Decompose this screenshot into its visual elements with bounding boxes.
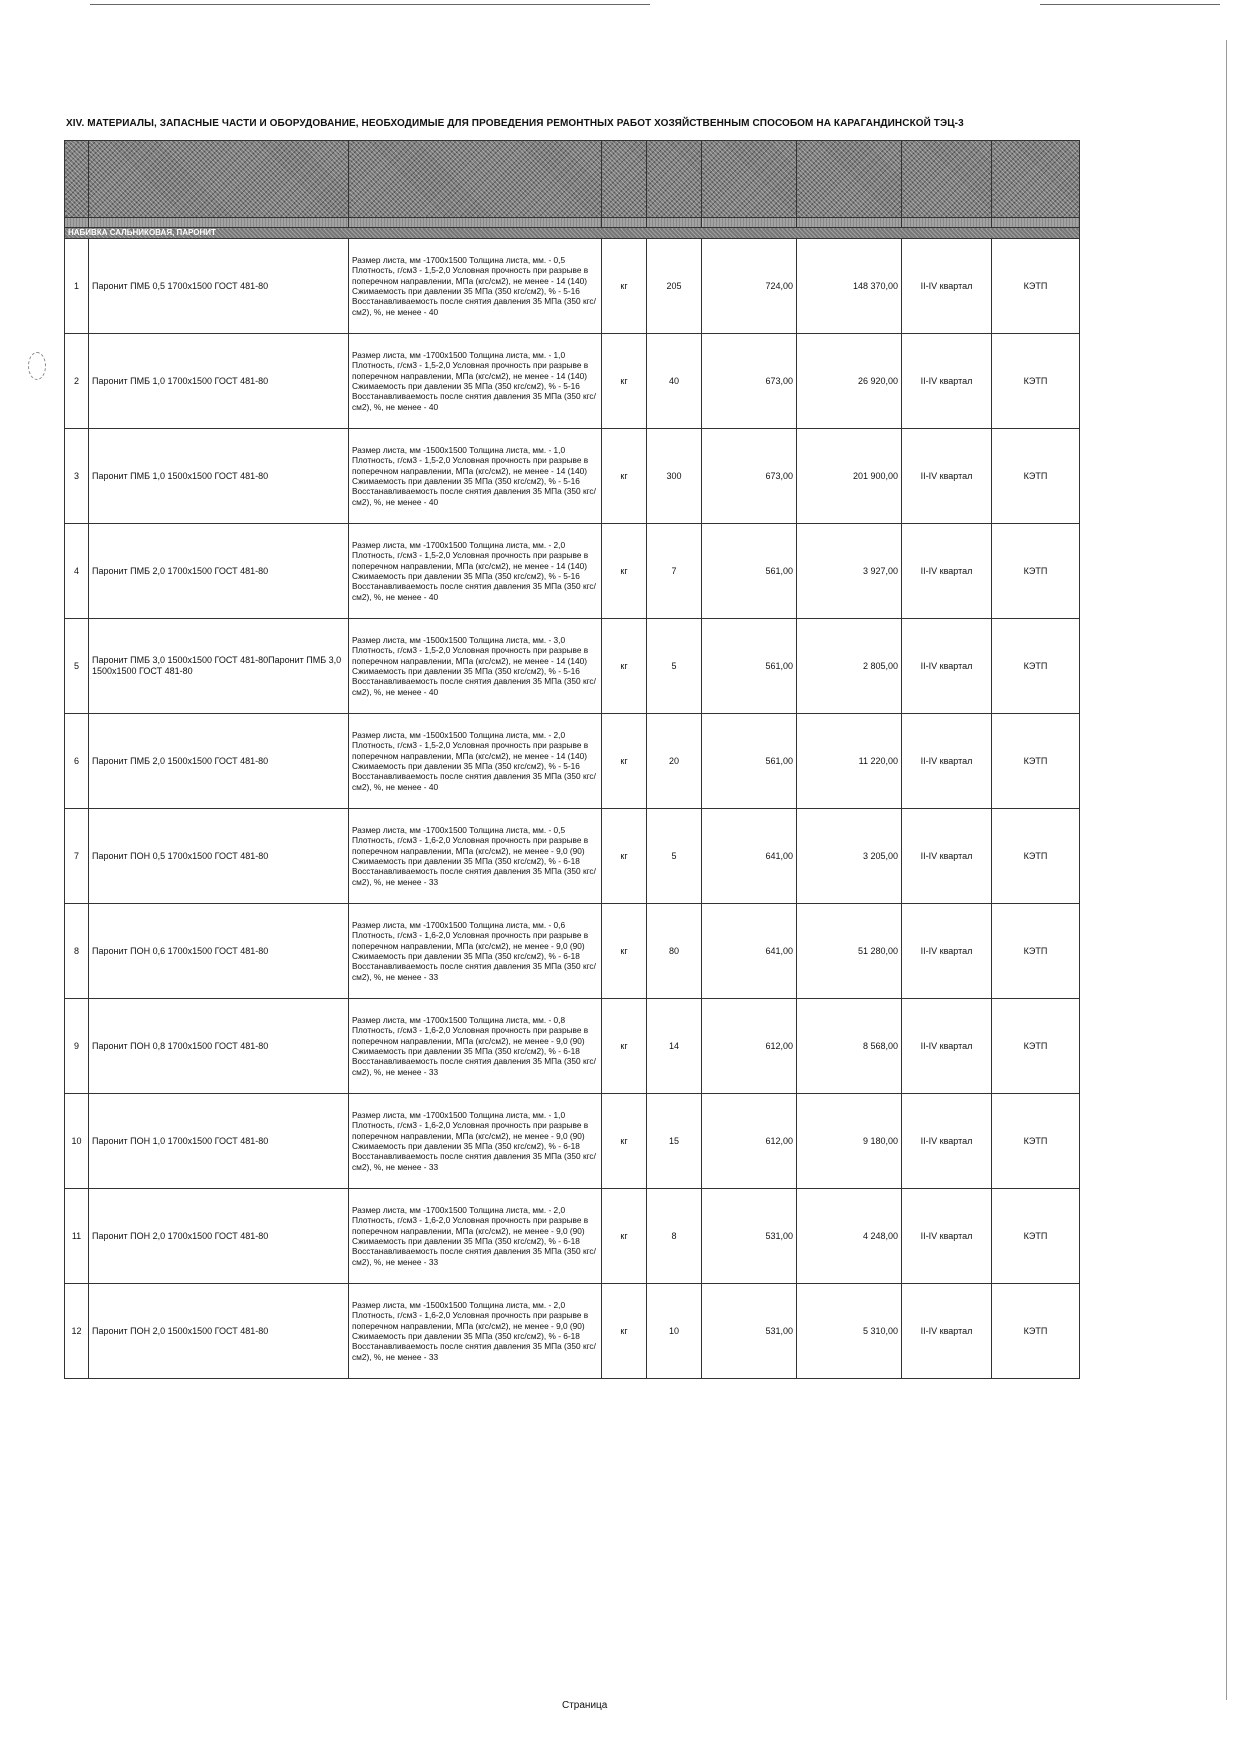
table-row	[65, 904, 1080, 999]
item-name: Паронит ПОН 2,0 1500х1500 ГОСТ 481-80	[89, 1284, 349, 1379]
row-number: 1	[65, 239, 89, 334]
column-numbers-row	[65, 218, 1080, 228]
unit-of-measure: кг	[602, 1284, 647, 1379]
quantity: 40	[647, 334, 702, 429]
quantity: 5	[647, 809, 702, 904]
page-footer: Страница	[562, 1700, 608, 1711]
unit-of-measure: кг	[602, 1094, 647, 1189]
delivery-term: II-IV квартал	[902, 334, 992, 429]
materials-table	[64, 140, 1080, 1379]
header-cell	[797, 141, 902, 218]
unit-price: 673,00	[702, 334, 797, 429]
delivery-term: II-IV квартал	[902, 524, 992, 619]
total-sum: 201 900,00	[797, 429, 902, 524]
supplier: КЭТП	[992, 429, 1080, 524]
column-number	[89, 218, 349, 228]
item-description: Размер листа, мм -1700х1500 Толщина листа, мм. - 2,0 Плотность, г/см3 - 1,5-2,0 Условная прочность при разрыве в поперечном направлении, МПа (кгс/см2), не менее - 14 (140) Сжимаемость при давлении 35 МПа (350 кгс/см2), % - 5-16 Восстанавливаемость после снятия давления 35 МПа (350 кгс/см2), %, не менее - 40	[349, 524, 602, 619]
quantity: 14	[647, 999, 702, 1094]
header-cell	[992, 141, 1080, 218]
delivery-term: II-IV квартал	[902, 239, 992, 334]
scan-edge-right	[1226, 40, 1227, 1700]
header-cell	[647, 141, 702, 218]
quantity: 8	[647, 1189, 702, 1284]
total-sum: 8 568,00	[797, 999, 902, 1094]
supplier: КЭТП	[992, 714, 1080, 809]
table-row	[65, 334, 1080, 429]
unit-of-measure: кг	[602, 524, 647, 619]
quantity: 300	[647, 429, 702, 524]
quantity: 80	[647, 904, 702, 999]
unit-of-measure: кг	[602, 239, 647, 334]
item-description: Размер листа, мм -1700х1500 Толщина листа, мм. - 0,8 Плотность, г/см3 - 1,6-2,0 Условная прочность при разрыве в поперечном направлении, МПа (кгс/см2), не менее - 9,0 (90) Сжимаемость при давлении 35 МПа (350 кгс/см2), % - 6-18 Восстанавливаемость после снятия давления 35 МПа (350 кгс/см2), %, не менее - 33	[349, 999, 602, 1094]
quantity: 7	[647, 524, 702, 619]
row-number: 3	[65, 429, 89, 524]
table-row	[65, 714, 1080, 809]
header-cell	[602, 141, 647, 218]
item-name: Паронит ПМБ 1,0 1500х1500 ГОСТ 481-80	[89, 429, 349, 524]
unit-of-measure: кг	[602, 334, 647, 429]
header-cell	[349, 141, 602, 218]
header-cell	[89, 141, 349, 218]
delivery-term: II-IV квартал	[902, 1094, 992, 1189]
column-number	[349, 218, 602, 228]
unit-price: 673,00	[702, 429, 797, 524]
unit-price: 641,00	[702, 904, 797, 999]
item-description: Размер листа, мм -1500х1500 Толщина листа, мм. - 2,0 Плотность, г/см3 - 1,6-2,0 Условная прочность при разрыве в поперечном направлении, МПа (кгс/см2), не менее - 9,0 (90) Сжимаемость при давлении 35 МПа (350 кгс/см2), % - 6-18 Восстанавливаемость после снятия давления 35 МПа (350 кгс/см2), %, не менее - 33	[349, 1284, 602, 1379]
table-row	[65, 999, 1080, 1094]
delivery-term: II-IV квартал	[902, 809, 992, 904]
total-sum: 2 805,00	[797, 619, 902, 714]
column-number	[702, 218, 797, 228]
item-description: Размер листа, мм -1700х1500 Толщина листа, мм. - 1,0 Плотность, г/см3 - 1,6-2,0 Условная прочность при разрыве в поперечном направлении, МПа (кгс/см2), не менее - 9,0 (90) Сжимаемость при давлении 35 МПа (350 кгс/см2), % - 6-18 Восстанавливаемость после снятия давления 35 МПа (350 кгс/см2), %, не менее - 33	[349, 1094, 602, 1189]
quantity: 20	[647, 714, 702, 809]
supplier: КЭТП	[992, 239, 1080, 334]
unit-of-measure: кг	[602, 714, 647, 809]
total-sum: 148 370,00	[797, 239, 902, 334]
supplier: КЭТП	[992, 999, 1080, 1094]
item-description: Размер листа, мм -1700х1500 Толщина листа, мм. - 0,6 Плотность, г/см3 - 1,6-2,0 Условная прочность при разрыве в поперечном направлении, МПа (кгс/см2), не менее - 9,0 (90) Сжимаемость при давлении 35 МПа (350 кгс/см2), % - 6-18 Восстанавливаемость после снятия давления 35 МПа (350 кгс/см2), %, не менее - 33	[349, 904, 602, 999]
delivery-term: II-IV квартал	[902, 714, 992, 809]
scan-edge-top	[90, 4, 650, 5]
row-number: 7	[65, 809, 89, 904]
unit-price: 531,00	[702, 1189, 797, 1284]
scan-edge-top-right	[1040, 4, 1220, 5]
supplier: КЭТП	[992, 809, 1080, 904]
row-number: 11	[65, 1189, 89, 1284]
punch-hole-mark	[28, 352, 46, 380]
unit-of-measure: кг	[602, 904, 647, 999]
table-row	[65, 1094, 1080, 1189]
header-cell	[702, 141, 797, 218]
unit-of-measure: кг	[602, 999, 647, 1094]
delivery-term: II-IV квартал	[902, 429, 992, 524]
delivery-term: II-IV квартал	[902, 999, 992, 1094]
delivery-term: II-IV квартал	[902, 904, 992, 999]
table-row	[65, 524, 1080, 619]
item-description: Размер листа, мм -1700х1500 Толщина листа, мм. - 1,0 Плотность, г/см3 - 1,5-2,0 Условная прочность при разрыве в поперечном направлении, МПа (кгс/см2), не менее - 14 (140) Сжимаемость при давлении 35 МПа (350 кгс/см2), % - 5-16 Восстанавливаемость после снятия давления 35 МПа (350 кгс/см2), %, не менее - 40	[349, 334, 602, 429]
row-number: 8	[65, 904, 89, 999]
item-description: Размер листа, мм -1700х1500 Толщина листа, мм. - 0,5 Плотность, г/см3 - 1,5-2,0 Условная прочность при разрыве в поперечном направлении, МПа (кгс/см2), не менее - 14 (140) Сжимаемость при давлении 35 МПа (350 кгс/см2), % - 5-16 Восстанавливаемость после снятия давления 35 МПа (350 кгс/см2), %, не менее - 40	[349, 239, 602, 334]
unit-price: 724,00	[702, 239, 797, 334]
unit-price: 531,00	[702, 1284, 797, 1379]
quantity: 205	[647, 239, 702, 334]
supplier: КЭТП	[992, 619, 1080, 714]
column-number	[992, 218, 1080, 228]
row-number: 2	[65, 334, 89, 429]
total-sum: 5 310,00	[797, 1284, 902, 1379]
column-number	[602, 218, 647, 228]
unit-of-measure: кг	[602, 809, 647, 904]
header-cell	[902, 141, 992, 218]
supplier: КЭТП	[992, 524, 1080, 619]
item-name: Паронит ПОН 2,0 1700х1500 ГОСТ 481-80	[89, 1189, 349, 1284]
item-name: Паронит ПМБ 0,5 1700х1500 ГОСТ 481-80	[89, 239, 349, 334]
quantity: 10	[647, 1284, 702, 1379]
table-row	[65, 429, 1080, 524]
total-sum: 3 205,00	[797, 809, 902, 904]
total-sum: 11 220,00	[797, 714, 902, 809]
supplier: КЭТП	[992, 334, 1080, 429]
table-row	[65, 239, 1080, 334]
item-name: Паронит ПОН 0,5 1700х1500 ГОСТ 481-80	[89, 809, 349, 904]
row-number: 9	[65, 999, 89, 1094]
table-row	[65, 619, 1080, 714]
total-sum: 4 248,00	[797, 1189, 902, 1284]
row-number: 5	[65, 619, 89, 714]
unit-of-measure: кг	[602, 1189, 647, 1284]
total-sum: 9 180,00	[797, 1094, 902, 1189]
quantity: 15	[647, 1094, 702, 1189]
item-name: Паронит ПОН 0,6 1700х1500 ГОСТ 481-80	[89, 904, 349, 999]
table-row	[65, 1284, 1080, 1379]
supplier: КЭТП	[992, 1189, 1080, 1284]
item-name: Паронит ПМБ 2,0 1500х1500 ГОСТ 481-80	[89, 714, 349, 809]
row-number: 10	[65, 1094, 89, 1189]
column-number	[902, 218, 992, 228]
item-name: Паронит ПМБ 2,0 1700х1500 ГОСТ 481-80	[89, 524, 349, 619]
page-title: XIV. МАТЕРИАЛЫ, ЗАПАСНЫЕ ЧАСТИ И ОБОРУДОВАНИЕ, НЕОБХОДИМЫЕ ДЛЯ ПРОВЕДЕНИЯ РЕМОНТНЫХ РАБОТ ХОЗЯЙСТВЕННЫМ СПОСОБОМ НА КАРАГАНДИНСКОЙ ТЭЦ-3	[66, 118, 964, 129]
section-title: НАБИВКА САЛЬНИКОВАЯ, ПАРОНИТ	[65, 228, 1080, 239]
item-description: Размер листа, мм -1500х1500 Толщина листа, мм. - 1,0 Плотность, г/см3 - 1,5-2,0 Условная прочность при разрыве в поперечном направлении, МПа (кгс/см2), не менее - 14 (140) Сжимаемость при давлении 35 МПа (350 кгс/см2), % - 5-16 Восстанавливаемость после снятия давления 35 МПа (350 кгс/см2), %, не менее - 40	[349, 429, 602, 524]
item-description: Размер листа, мм -1500х1500 Толщина листа, мм. - 2,0 Плотность, г/см3 - 1,5-2,0 Условная прочность при разрыве в поперечном направлении, МПа (кгс/см2), не менее - 14 (140) Сжимаемость при давлении 35 МПа (350 кгс/см2), % - 5-16 Восстанавливаемость после снятия давления 35 МПа (350 кгс/см2), %, не менее - 40	[349, 714, 602, 809]
supplier: КЭТП	[992, 1094, 1080, 1189]
column-number	[647, 218, 702, 228]
total-sum: 51 280,00	[797, 904, 902, 999]
supplier: КЭТП	[992, 904, 1080, 999]
unit-of-measure: кг	[602, 619, 647, 714]
row-number: 6	[65, 714, 89, 809]
section-row	[65, 228, 1080, 239]
total-sum: 3 927,00	[797, 524, 902, 619]
item-description: Размер листа, мм -1500х1500 Толщина листа, мм. - 3,0 Плотность, г/см3 - 1,5-2,0 Условная прочность при разрыве в поперечном направлении, МПа (кгс/см2), не менее - 14 (140) Сжимаемость при давлении 35 МПа (350 кгс/см2), % - 5-16 Восстанавливаемость после снятия давления 35 МПа (350 кгс/см2), %, не менее - 40	[349, 619, 602, 714]
unit-price: 561,00	[702, 619, 797, 714]
column-number	[65, 218, 89, 228]
delivery-term: II-IV квартал	[902, 619, 992, 714]
column-number	[797, 218, 902, 228]
header-cell	[65, 141, 89, 218]
item-description: Размер листа, мм -1700х1500 Толщина листа, мм. - 2,0 Плотность, г/см3 - 1,6-2,0 Условная прочность при разрыве в поперечном направлении, МПа (кгс/см2), не менее - 9,0 (90) Сжимаемость при давлении 35 МПа (350 кгс/см2), % - 6-18 Восстанавливаемость после снятия давления 35 МПа (350 кгс/см2), %, не менее - 33	[349, 1189, 602, 1284]
table-row	[65, 809, 1080, 904]
unit-price: 612,00	[702, 1094, 797, 1189]
delivery-term: II-IV квартал	[902, 1189, 992, 1284]
total-sum: 26 920,00	[797, 334, 902, 429]
item-description: Размер листа, мм -1700х1500 Толщина листа, мм. - 0,5 Плотность, г/см3 - 1,6-2,0 Условная прочность при разрыве в поперечном направлении, МПа (кгс/см2), не менее - 9,0 (90) Сжимаемость при давлении 35 МПа (350 кгс/см2), % - 6-18 Восстанавливаемость после снятия давления 35 МПа (350 кгс/см2), %, не менее - 33	[349, 809, 602, 904]
supplier: КЭТП	[992, 1284, 1080, 1379]
row-number: 12	[65, 1284, 89, 1379]
table-header-row	[65, 141, 1080, 218]
item-name: Паронит ПМБ 1,0 1700х1500 ГОСТ 481-80	[89, 334, 349, 429]
delivery-term: II-IV квартал	[902, 1284, 992, 1379]
unit-of-measure: кг	[602, 429, 647, 524]
unit-price: 612,00	[702, 999, 797, 1094]
item-name: Паронит ПМБ 3,0 1500х1500 ГОСТ 481-80Паронит ПМБ 3,0 1500х1500 ГОСТ 481-80	[89, 619, 349, 714]
table-row	[65, 1189, 1080, 1284]
item-name: Паронит ПОН 1,0 1700х1500 ГОСТ 481-80	[89, 1094, 349, 1189]
unit-price: 561,00	[702, 524, 797, 619]
unit-price: 641,00	[702, 809, 797, 904]
unit-price: 561,00	[702, 714, 797, 809]
quantity: 5	[647, 619, 702, 714]
item-name: Паронит ПОН 0,8 1700х1500 ГОСТ 481-80	[89, 999, 349, 1094]
row-number: 4	[65, 524, 89, 619]
